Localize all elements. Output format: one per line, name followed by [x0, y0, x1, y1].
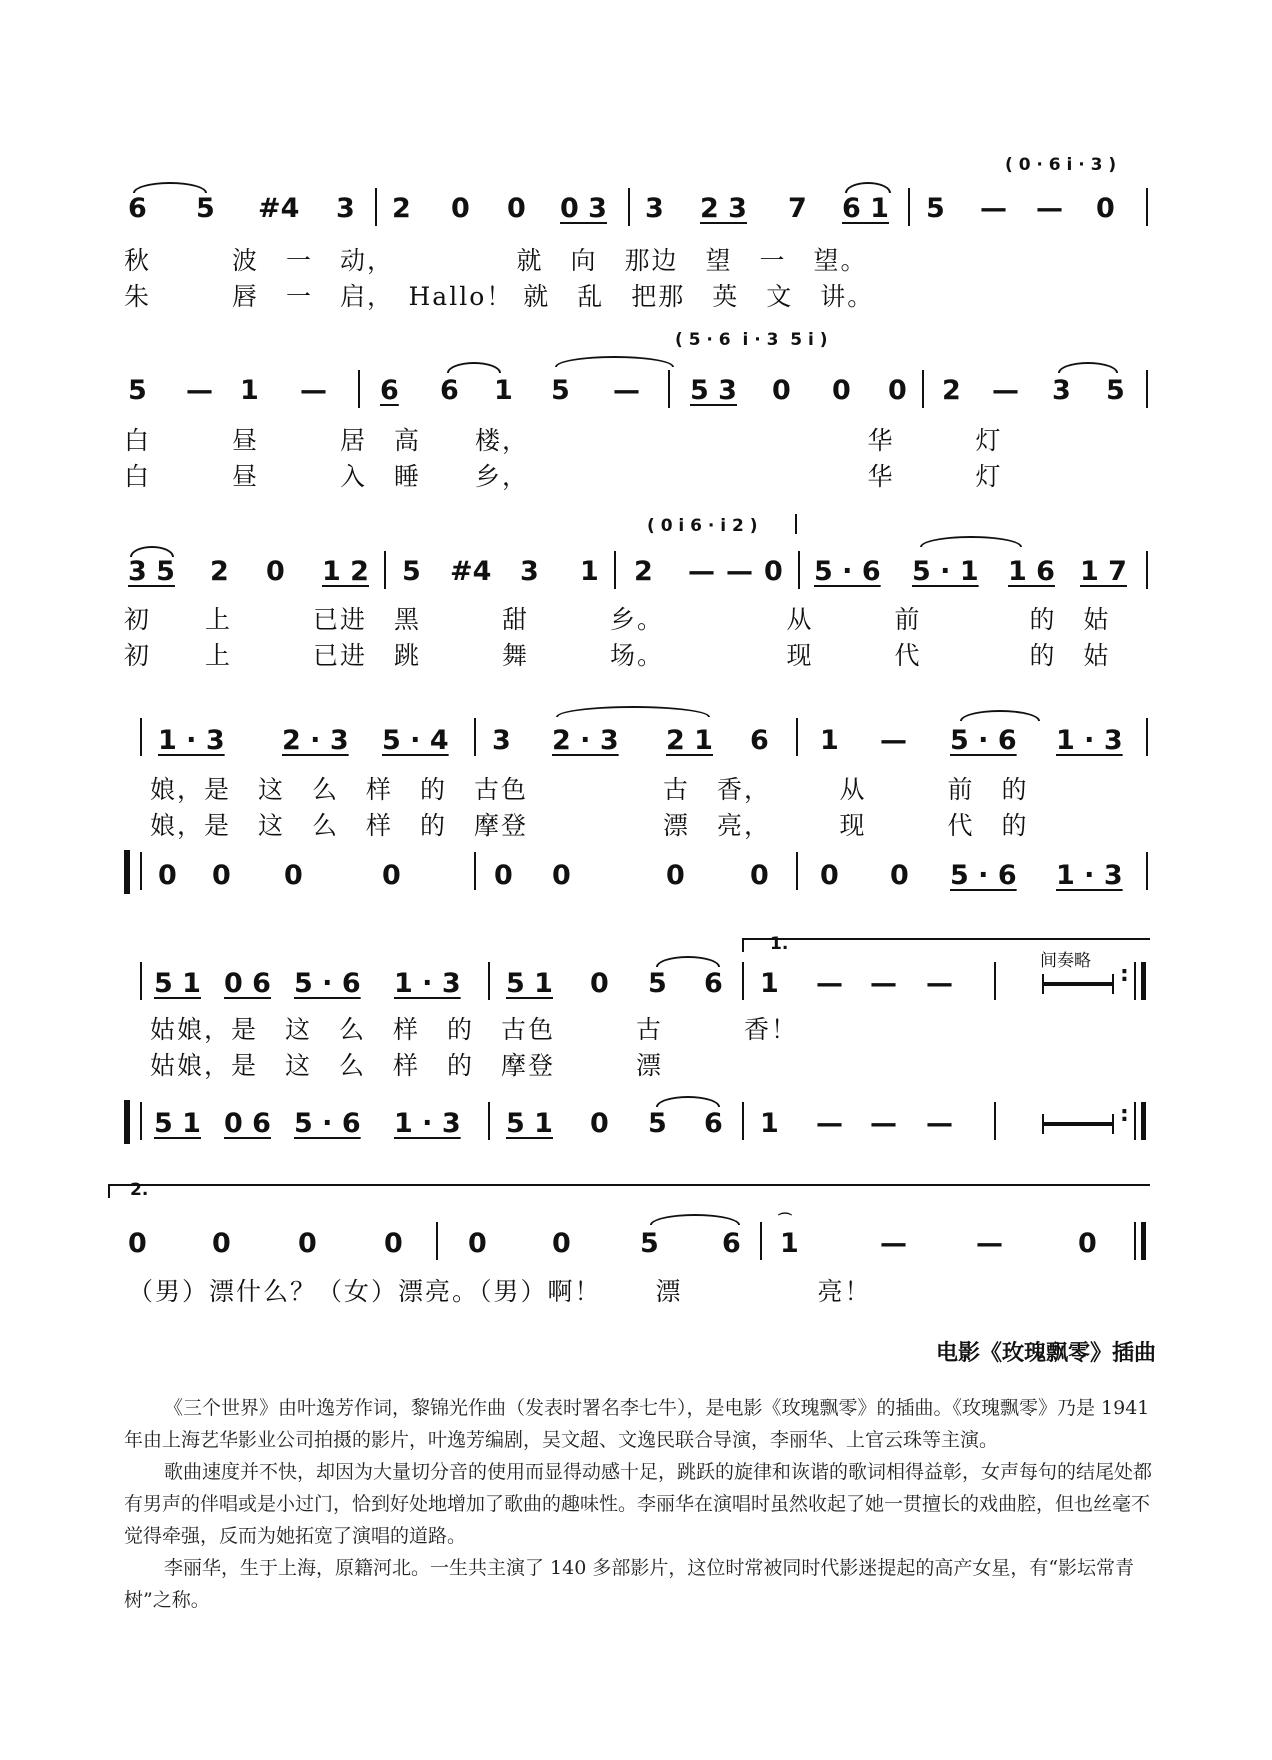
- note: —: [926, 968, 953, 999]
- note: 0: [212, 1228, 231, 1259]
- note: 6: [704, 968, 723, 999]
- note: 5 1: [506, 968, 553, 999]
- note: 0: [128, 1228, 147, 1259]
- note: 6: [128, 193, 147, 224]
- note: 5 · 6: [950, 860, 1017, 891]
- note: 5 3: [690, 375, 737, 406]
- note: 0: [1096, 193, 1115, 224]
- note: 6: [750, 725, 769, 756]
- note: 6 1: [842, 193, 889, 224]
- note: 5: [648, 968, 667, 999]
- note: 0: [298, 1228, 317, 1259]
- note: 2: [210, 556, 229, 587]
- note: 3: [1052, 375, 1071, 406]
- note: 0: [468, 1228, 487, 1259]
- note: 0: [820, 860, 839, 891]
- volta-1: 1.: [770, 934, 789, 954]
- note: 3 5: [128, 556, 175, 587]
- note: 0 6: [224, 968, 271, 999]
- note: 1: [780, 1228, 799, 1259]
- note: —: [816, 1108, 843, 1139]
- note: 5: [551, 375, 570, 406]
- note: 5: [402, 556, 421, 587]
- lyrics-3-verse-2: 初 上 已进 跳 舞 场。 现 代 的 姑: [124, 641, 1111, 670]
- note: 0: [382, 860, 401, 891]
- note: 0: [750, 860, 769, 891]
- note: 5 1: [506, 1108, 553, 1139]
- note: 6: [704, 1108, 723, 1139]
- note: 5 · 6: [950, 725, 1017, 756]
- note: —: [726, 556, 753, 587]
- note: 0: [451, 193, 470, 224]
- note: 1 2: [322, 556, 369, 587]
- paragraph: 李丽华，生于上海，原籍河北。一生共主演了 140 多部影片，这位时常被同时代影迷提起的高产女星，有“影坛常青树”之称。: [124, 1557, 1135, 1611]
- note: 0: [494, 860, 513, 891]
- interlude-2: ( 5 · 6 i · 3 5 i ): [675, 330, 828, 350]
- note: 0: [1078, 1228, 1097, 1259]
- note: 5: [926, 193, 945, 224]
- note: 1 · 3: [1056, 725, 1123, 756]
- note: 0: [212, 860, 231, 891]
- note: 0: [888, 375, 907, 406]
- note: 1 7: [1080, 556, 1127, 587]
- note: —: [613, 375, 640, 406]
- note: 2 · 3: [282, 725, 349, 756]
- note: 5: [648, 1108, 667, 1139]
- lyrics-2-verse-2: 白 昼 入 睡 乡， 华 灯: [124, 462, 1003, 491]
- note: 0: [764, 556, 783, 587]
- note: 1 6: [1008, 556, 1055, 587]
- note: 1: [494, 375, 513, 406]
- note: 0: [384, 1228, 403, 1259]
- note: —: [870, 1108, 897, 1139]
- interlude-1: ( 0 · 6 i · 3 ): [1005, 155, 1117, 175]
- note: 3: [645, 193, 664, 224]
- note: 5: [128, 375, 147, 406]
- paragraph: 歌曲速度并不快，却因为大量切分音的使用而显得动感十足，跳跃的旋律和诙谐的歌词相得益彰，女声每句的结尾处都有男声的伴唱或是小过门，恰到好处地增加了歌曲的趣味性。李丽华在演唱时虽然收起了她一贯擅长的戏曲腔，但也丝毫不觉得牵强，反而为她拓宽了演唱的道路。: [124, 1461, 1153, 1547]
- note: 1 · 3: [1056, 860, 1123, 891]
- note: 5 · 6: [814, 556, 881, 587]
- lyrics-1-verse-2: 朱 唇 一 启， Hallo！ 就 乱 把那 英 文 讲。: [124, 282, 875, 311]
- note: 0: [266, 556, 285, 587]
- lyrics-5-verse-2: 姑娘，是 这 么 样 的 摩登 漂: [150, 1051, 664, 1080]
- note: 5 · 6: [294, 968, 361, 999]
- volta-2: 2.: [130, 1180, 149, 1200]
- note: 1: [760, 968, 779, 999]
- note: 5: [196, 193, 215, 224]
- note: #4: [450, 556, 492, 587]
- note: 6: [380, 375, 399, 406]
- note: 2: [942, 375, 961, 406]
- note: —: [186, 375, 213, 406]
- note: 0: [507, 193, 526, 224]
- note: 5: [640, 1228, 659, 1259]
- note: 0: [590, 968, 609, 999]
- article: [124, 1392, 1154, 1616]
- paragraph: 《三个世界》由叶逸芳作词，黎锦光作曲（发表时署名李七牛），是电影《玫瑰飘零》的插曲。《玫瑰飘零》乃是 1941 年由上海艺华影业公司拍摄的影片，叶逸芳编剧，吴文超、文逸民联合导演，李丽华、上官云珠等主演。: [124, 1397, 1150, 1451]
- lyrics-6: （男）漂什么？（女）漂亮。（男）啊！ 漂 亮！: [128, 1277, 872, 1306]
- lyrics-2-verse-1: 白 昼 居 高 楼， 华 灯: [124, 426, 1003, 455]
- lyrics-3-verse-1: 初 上 已进 黑 甜 乡。 从 前 的 姑: [124, 605, 1111, 634]
- note: 5 · 6: [294, 1108, 361, 1139]
- note: 1: [580, 556, 599, 587]
- note: 1 · 3: [394, 968, 461, 999]
- note: —: [980, 193, 1007, 224]
- note: —: [870, 968, 897, 999]
- note: 0: [666, 860, 685, 891]
- lyrics-5-verse-1: 姑娘，是 这 么 样 的 古色 古 香！: [150, 1015, 799, 1044]
- note: 1: [760, 1108, 779, 1139]
- note: 7: [788, 193, 807, 224]
- note: —: [880, 725, 907, 756]
- note: 5 · 4: [382, 725, 449, 756]
- note: 1 · 3: [158, 725, 225, 756]
- note: 2 · 3: [552, 725, 619, 756]
- note: 0: [832, 375, 851, 406]
- note: 0: [590, 1108, 609, 1139]
- note: 0 3: [560, 193, 607, 224]
- note: 2 3: [700, 193, 747, 224]
- note: —: [816, 968, 843, 999]
- note: 3: [520, 556, 539, 587]
- interlude-3: ( 0 i 6 · i 2 ): [647, 516, 758, 536]
- note: 3: [336, 193, 355, 224]
- note: 0 6: [224, 1108, 271, 1139]
- note: 0: [284, 860, 303, 891]
- note: 2 1: [666, 725, 713, 756]
- note: 1: [820, 725, 839, 756]
- note: 6: [722, 1228, 741, 1259]
- note: 5 1: [154, 1108, 201, 1139]
- note: —: [926, 1108, 953, 1139]
- lyrics-4-verse-2: 娘，是 这 么 样 的 摩登 漂 亮， 现 代 的: [150, 811, 1029, 840]
- note: 0: [552, 1228, 571, 1259]
- note: —: [976, 1228, 1003, 1259]
- note: —: [992, 375, 1019, 406]
- note: —: [1036, 193, 1063, 224]
- note: 0: [890, 860, 909, 891]
- note: 2: [634, 556, 653, 587]
- note: 5 · 1: [912, 556, 979, 587]
- note: 5 1: [154, 968, 201, 999]
- interlude-label: 间奏略: [1040, 951, 1091, 971]
- lyrics-4-verse-1: 娘，是 这 么 样 的 古色 古 香， 从 前 的: [150, 775, 1029, 804]
- note: #4: [258, 193, 300, 224]
- note: 1: [240, 375, 259, 406]
- note: 2: [392, 193, 411, 224]
- note: —: [300, 375, 327, 406]
- lyrics-1-verse-1: 秋 波 一 动， 就 向 那边 望 一 望。: [124, 246, 868, 275]
- note: 6: [440, 375, 459, 406]
- credit: 电影《玫瑰飘零》插曲: [935, 1341, 1156, 1366]
- note: 0: [158, 860, 177, 891]
- note: 3: [492, 725, 511, 756]
- note: —: [880, 1228, 907, 1259]
- note: 0: [552, 860, 571, 891]
- note: 0: [772, 375, 791, 406]
- note: 5: [1106, 375, 1125, 406]
- note: —: [688, 556, 715, 587]
- note: 1 · 3: [394, 1108, 461, 1139]
